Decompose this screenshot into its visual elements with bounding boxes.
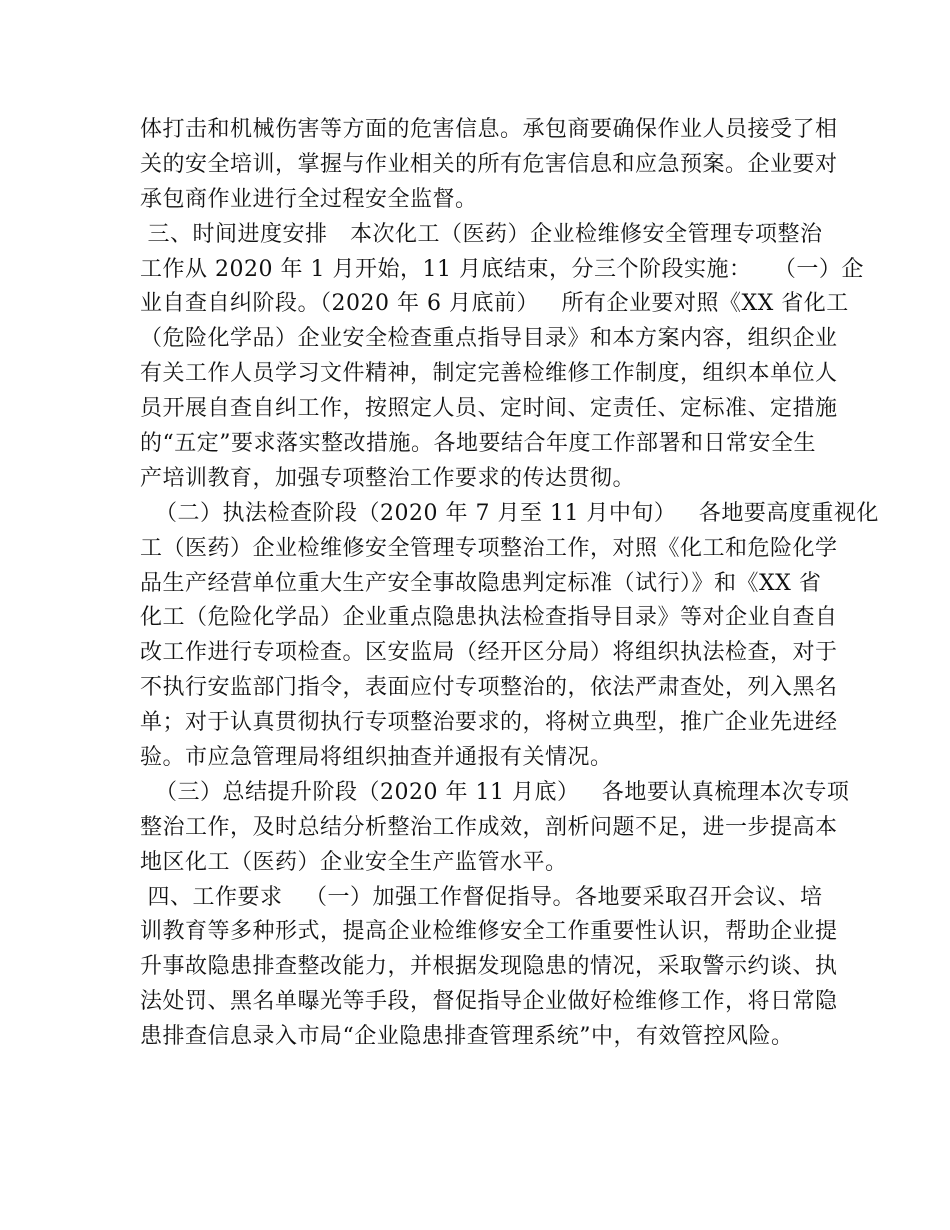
text-line: 体打击和机械伤害等方面的危害信息。承包商要确保作业人员接受了相	[140, 117, 838, 142]
text-line: 化工（危险化学品）企业重点隐患执法检查指导目录》等对企业自查自	[140, 605, 838, 631]
text-line: 法处罚、黑名单曝光等手段，督促指导企业做好检维修工作，将日常隐	[140, 989, 838, 1015]
text-line: 工（医药）企业检维修安全管理专项整治工作，对照《化工和危险化学	[140, 535, 838, 561]
text-line: 不执行安监部门指令，表面应付专项整治的，依法严肃查处，列入黑名	[140, 675, 838, 701]
text-line: 改工作进行专项检查。区安监局（经开区分局）将组织执法检查，对于	[140, 640, 838, 666]
document-body	[140, 113, 879, 1055]
text-line: 升事故隐患排查整改能力，并根据发现隐患的情况，采取警示约谈、执	[140, 954, 838, 980]
text-line: 关的安全培训，掌握与作业相关的所有危害信息和应急预案。企业要对	[140, 151, 838, 177]
text-line: （三）总结提升阶段（2020 年 11 月底） 各地要认真梳理本次专项	[140, 779, 850, 805]
text-line: 训教育等多种形式，提高企业检维修安全工作重要性认识，帮助企业提	[140, 919, 838, 945]
text-line: 患排查信息录入市局“企业隐患排查管理系统”中，有效管控风险。	[140, 1024, 794, 1050]
text-line: 业自查自纠阶段。（2020 年 6 月底前） 所有企业要对照《XX 省化工	[140, 291, 849, 317]
text-line: 的“五定”要求落实整改措施。各地要结合年度工作部署和日常安全生	[140, 431, 816, 457]
text-line: 验。市应急管理局将组织抽查并通报有关情况。	[140, 745, 613, 771]
text-line: 员开展自查自纠工作，按照定人员、定时间、定责任、定标准、定措施	[140, 396, 838, 422]
text-line: 四、工作要求 （一）加强工作督促指导。各地要采取召开会议、培	[140, 884, 823, 910]
text-line: 整治工作，及时总结分析整治工作成效，剖析问题不足，进一步提高本	[140, 814, 838, 840]
text-line: 产培训教育，加强专项整治工作要求的传达贯彻。	[140, 465, 636, 491]
text-line: 三、时间进度安排 本次化工（医药）企业检维修安全管理专项整治	[140, 221, 823, 247]
text-line: 地区化工（医药）企业安全生产监管水平。	[140, 849, 568, 875]
text-line: 工作从 2020 年 1 月开始，11 月底结束，分三个阶段实施： （一）企	[140, 256, 864, 282]
text-line: 品生产经营单位重大生产安全事故隐患判定标准（试行）》和《XX 省	[140, 570, 822, 596]
text-line: 单；对于认真贯彻执行专项整治要求的，将树立典型，推广企业先进经	[140, 710, 838, 736]
text-line: （危险化学品）企业安全检查重点指导目录》和本方案内容，组织企业	[140, 326, 838, 352]
text-line: 有关工作人员学习文件精神，制定完善检维修工作制度，组织本单位人	[140, 361, 838, 387]
text-line: 承包商作业进行全过程安全监督。	[140, 186, 478, 212]
text-line: （二）执法检查阶段（2020 年 7 月至 11 月中旬） 各地要高度重视化	[140, 500, 879, 526]
